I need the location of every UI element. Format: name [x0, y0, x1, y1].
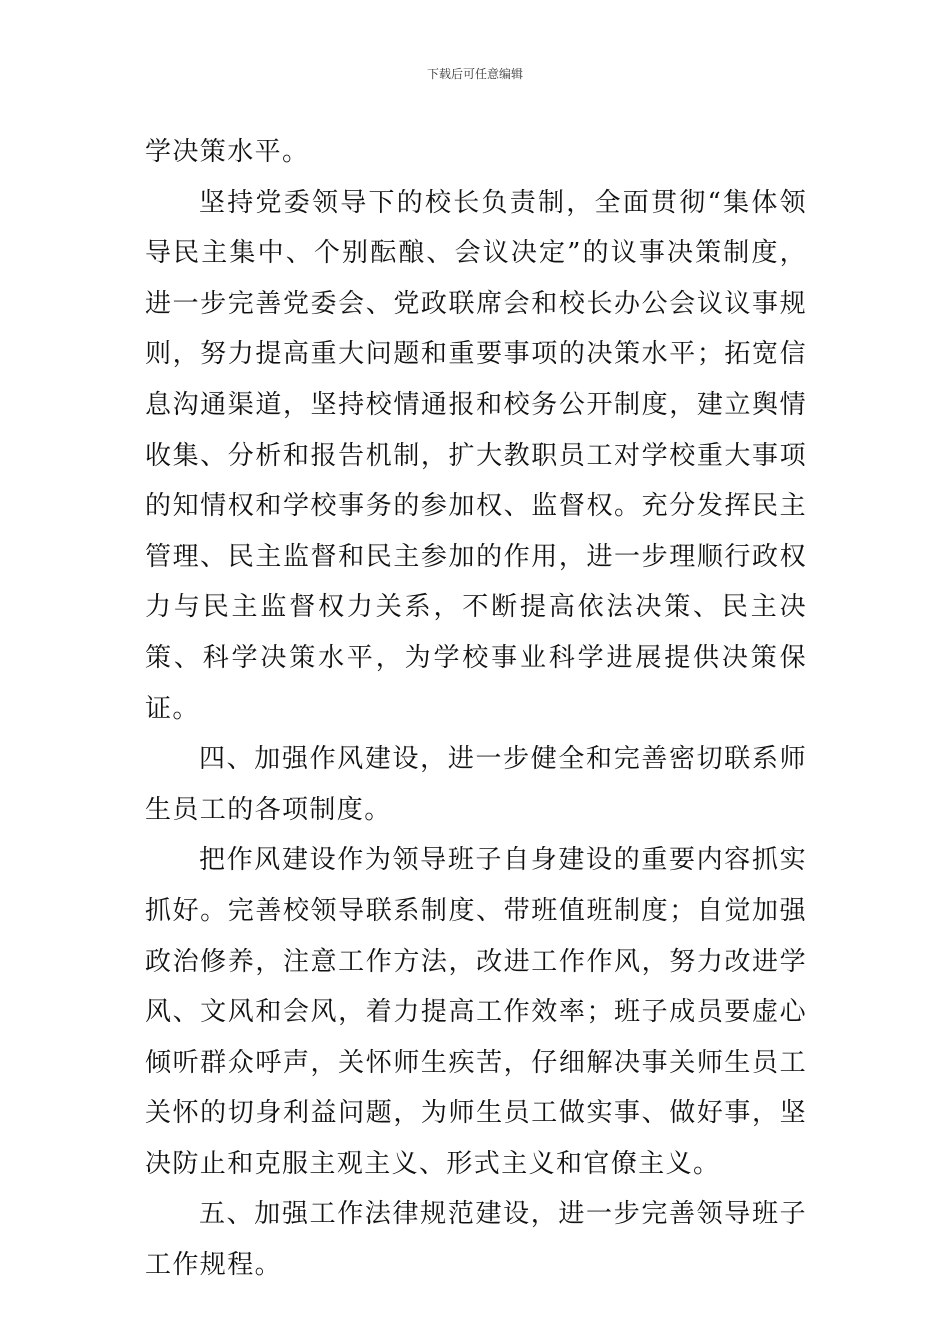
section-heading-four: 四、加强作风建设，进一步健全和完善密切联系师生员工的各项制度。 [145, 744, 807, 825]
paragraph-work-style: 把作风建设作为领导班子自身建设的重要内容抓实抓好。完善校领导联系制度、带班值班制度；自觉加强政治修养，注意工作方法，改进工作作风，努力改进学风、文风和会风，着力提高工作效率；班子成员要虚心倾听群众呼声，关怀师生疾苦，仔细解决事关师生员工关怀的切身利益问题，为师生员工做实事、做好事，坚决防止和克服主观主义、形式主义和官僚主义。 [145, 845, 807, 1179]
page-header-note: 下载后可任意编辑 [426, 67, 523, 81]
document-body [145, 127, 807, 1291]
paragraph-decision-system: 坚持党委领导下的校长负责制，全面贯彻“集体领导民主集中、个别酝酿、会议决定”的议事决策制度，进一步完善党委会、党政联席会和校长办公会议议事规则，努力提高重大问题和重要事项的决策水平；拓宽信息沟通渠道，坚持校情通报和校务公开制度，建立舆情收集、分析和报告机制，扩大教职员工对学校重大事项的知情权和学校事务的参加权、监督权。充分发挥民主管理、民主监督和民主参加的作用，进一步理顺行政权力与民主监督权力关系，不断提高依法决策、民主决策、科学决策水平，为学校事业科学进展提供决策保证。 [145, 187, 807, 724]
section-heading-five: 五、加强工作法律规范建设，进一步完善领导班子工作规程。 [145, 1199, 807, 1281]
paragraph-continuation: 学决策水平。 [145, 137, 310, 167]
